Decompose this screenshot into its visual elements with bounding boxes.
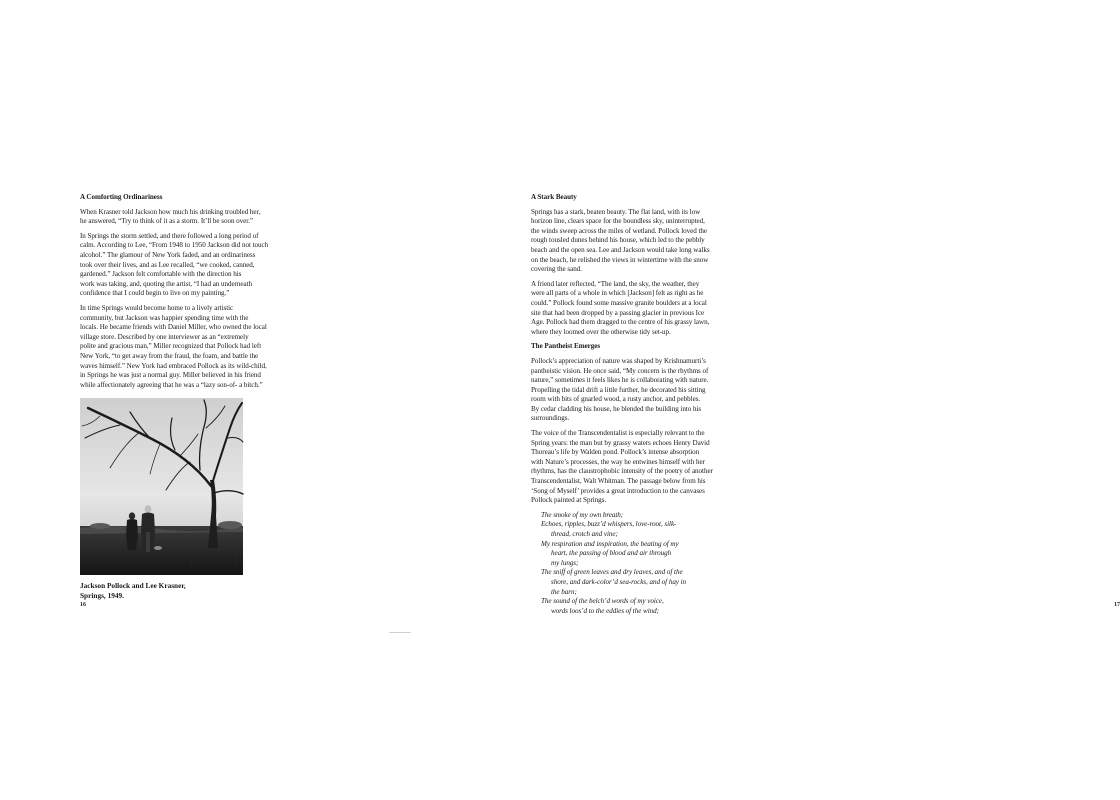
text-line: site that had been dropped by a passing glacier in previous Ice [531,308,705,317]
text-line: In Springs the storm settled, and there followed a long period of [80,231,259,240]
text-line: nature,” sometimes it feels likes he is collaborating with nature. [531,376,709,385]
poem-line: Echoes, ripples, buzz’d whispers, love-root, silk- [541,520,677,529]
poem-line: My respiration and inspiration, the beating of my [541,539,679,548]
text-line: room with bits of gnarled wood, a rusty anchor, and pebbles. [531,395,701,404]
poem-line: The sniff of green leaves and dry leaves, and of the [541,568,683,577]
text-line: Pollock painted at Springs. [531,496,607,505]
poem-excerpt [541,511,721,617]
text-line: pantheistic vision. He once said, “My concern is the rhythms of [531,366,709,375]
text-line: Age. Pollock had them dragged to the centre of his grassy lawn, [531,318,710,327]
paragraph [80,232,272,299]
poem-line: words loos’d to the eddies of the wind; [551,606,659,615]
page-number-right: 17 [1114,602,1120,608]
right-page [400,0,1120,800]
text-line: he answered, “Try to think of it as a storm. It’ll be soon over.” [80,217,254,226]
section-heading-comforting-ordinariness: A Comforting Ordinariness [80,193,163,201]
text-line: Pollock’s appreciation of nature was shaped by Krishnamurti’s [531,356,706,365]
text-line: gardened.” Jackson felt comfortable with the direction his [80,270,242,279]
text-line: in Springs he was just a normal guy. Miller believed in his friend [80,371,261,380]
text-line: were all parts of a whole in which [Jackson] felt as right as he [531,289,704,298]
left-text-column [80,193,272,395]
text-line: beach and the open sea. Lee and Jackson would take long walks [531,245,710,254]
text-line: By cedar cladding his house, he blended the building into his [531,404,702,413]
caption-line: Springs, 1949. [80,590,124,600]
photograph-image [80,398,243,575]
text-line: confidence that I could begin to live on my painting.” [80,289,230,298]
text-line: ‘Song of Myself’ provides a great introduction to the canvases [531,486,705,495]
text-line: while affectionately agreeing that he was a “lazy son-of- a bitch.” [80,380,263,389]
right-text-column [531,193,721,616]
poem-line: thread, crotch and vine; [551,530,618,538]
text-line: surroundings. [531,414,570,423]
text-line: locals. He became friends with Daniel Miller, who owned the local [80,323,267,332]
paragraph [80,304,272,390]
text-line: where they loomed over the otherwise tidy set-up. [531,327,671,336]
photograph-pollock-krasner [80,398,243,575]
text-line: rough tousled dunes behind his house, which led to the pebbly [531,236,705,245]
text-line: Springs has a stark, beaten beauty. The flat land, with its low [531,207,701,216]
text-line: When Krasner told Jackson how much his drinking troubled her, [80,207,261,216]
text-line: covering the sand. [531,265,582,274]
text-line: community, but Jackson was happier spending time with the [80,313,249,322]
text-line: The voice of the Transcendentalist is especially relevant to the [531,429,705,438]
text-line: Transcendentalist, Walt Whitman. The passage below from his [531,477,706,486]
text-line: with Nature’s processes, the way he entwines himself with her [531,457,705,466]
paragraph [531,208,721,275]
gutter-divider [389,632,411,633]
text-line: polite and gracious man,” Miller recognized that Pollock had left [80,342,262,351]
poem-line: the barn; [551,587,577,596]
photo-caption [80,581,280,600]
text-line: waves himself.” New York had embraced Pollock as its wild-child, [80,361,267,370]
section-heading-pantheist-emerges: The Pantheist Emerges [531,342,601,351]
paragraph [531,357,721,424]
page-number-left: 16 [80,602,86,608]
text-line: Spring years: the man but by grassy waters echoes Henry David [531,438,710,447]
poem-line: The smoke of my own breath; [541,510,624,519]
text-line: calm. According to Lee, “From 1948 to 1950 Jackson did not touch [80,241,269,250]
paragraph [531,280,721,338]
text-line: In time Springs would become home to a lively artistic [80,303,234,312]
text-line: village store. Described by one interviewer as an “extremely [80,332,249,341]
text-line: Thoreau’s life by Walden pond. Pollock’s intense absorption [531,448,700,457]
text-line: A friend later reflected, “The land, the sky, the weather, they [531,279,700,288]
poem-line: my lungs; [551,558,579,567]
text-line: could.” Pollock found some massive granite boulders at a local [531,298,707,307]
caption-line: Jackson Pollock and Lee Krasner, [80,581,186,590]
poem-line: The sound of the belch’d words of my voice, [541,597,664,606]
text-line: took over their lives, and as Lee recalled, “we cooked, canned, [80,260,255,269]
paragraph [80,208,272,227]
text-line: work was taking, and, quoting the artist, “I had an underneath [80,279,253,288]
left-page [0,0,400,800]
poem-line: shore, and dark-color’d sea-rocks, and of hay in [551,577,687,586]
text-line: on the beach, he relished the views in wintertime with the snow [531,255,709,264]
poem-line: heart, the passing of blood and air through [551,549,672,558]
paragraph [531,429,721,506]
text-line: horizon line, clears space for the boundless sky, uninterrupted, [531,217,705,226]
text-line: the winds sweep across the miles of wetland. Pollock loved the [531,226,707,235]
text-line: New York, “to get away from the fraud, the foam, and battle the [80,351,259,360]
section-heading-stark-beauty: A Stark Beauty [531,193,577,201]
text-line: Propelling the tidal drift a little further, he decorated his sitting [531,385,706,394]
text-line: rhythms, has the claustrophobic intensity of the poetry of another [531,467,713,476]
text-line: alcohol.” The glamour of New York faded, and an ordinariness [80,250,256,259]
